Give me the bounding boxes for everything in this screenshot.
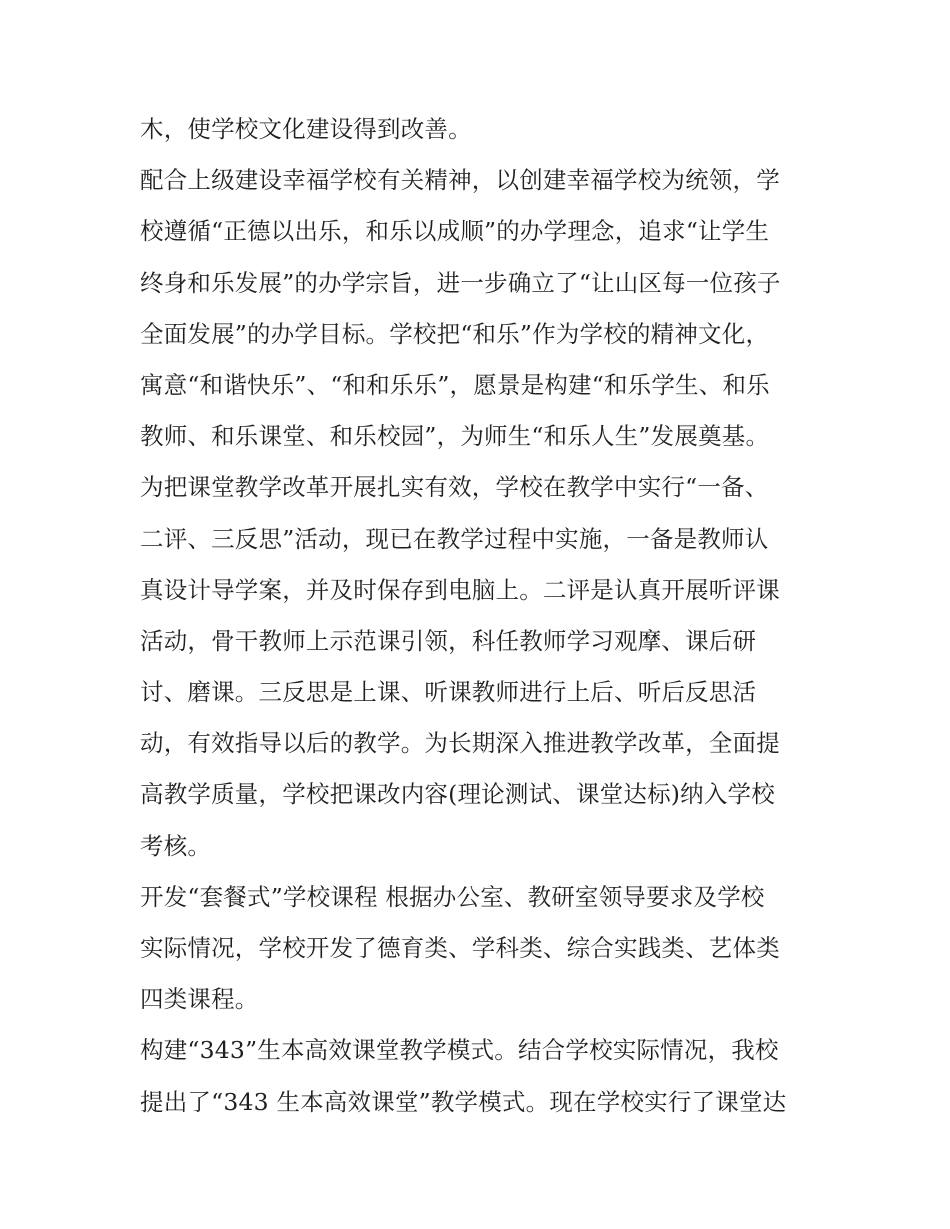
text-line: 构建“343”生本高效课堂教学模式。结合学校实际情况，我校 bbox=[140, 1036, 779, 1065]
text-line: 二评、三反思”活动，现已在教学过程中实施，一备是教师认 bbox=[140, 524, 769, 553]
text-line: 教师、和乐课堂、和乐校园”，为师生“和乐人生”发展奠基。 bbox=[140, 422, 770, 451]
text-line: 动，有效指导以后的教学。为长期深入推进教学改革，全面提 bbox=[140, 729, 780, 758]
text-line: 终身和乐发展”的办学宗旨，进一步确立了“让山区每一位孩子 bbox=[140, 268, 781, 297]
text-line: 四类课程。 bbox=[140, 985, 259, 1014]
text-line: 木，使学校文化建设得到改善。 bbox=[140, 115, 472, 143]
text-line: 讨、磨课。三反思是上课、听课教师进行上后、听后反思活 bbox=[140, 678, 757, 707]
text-line: 为把课堂教学改革开展扎实有效，学校在教学中实行“一备、 bbox=[140, 473, 769, 502]
text-line: 配合上级建设幸福学校有关精神，以创建幸福学校为统领，学 bbox=[140, 166, 780, 195]
text-line: 开发“套餐式”学校课程 根据办公室、教研室领导要求及学校 bbox=[140, 882, 765, 911]
text-line: 全面发展”的办学目标。学校把“和乐”作为学校的精神文化， bbox=[140, 319, 770, 348]
text-line: 提出了“343 生本高效课堂”教学模式。现在学校实行了课堂达 bbox=[140, 1087, 787, 1116]
body-text bbox=[140, 104, 830, 1128]
text-line: 真设计导学案，并及时保存到电脑上。二评是认真开展听评课 bbox=[140, 575, 780, 604]
text-line: 校遵循“正德以出乐，和乐以成顺”的办学理念，追求“让学生 bbox=[140, 217, 770, 246]
text-line: 寓意“和谐快乐”、“和和乐乐”，愿景是构建“和乐学生、和乐 bbox=[140, 370, 770, 399]
text-line: 活动，骨干教师上示范课引领，科任教师学习观摩、课后研 bbox=[140, 626, 757, 655]
text-line: 实际情况，学校开发了德育类、学科类、综合实践类、艺体类 bbox=[140, 934, 780, 962]
text-line: 高教学质量，学校把课改内容(理论测试、课堂达标)纳入学校 bbox=[140, 780, 775, 809]
text-line: 考核。 bbox=[140, 831, 212, 860]
